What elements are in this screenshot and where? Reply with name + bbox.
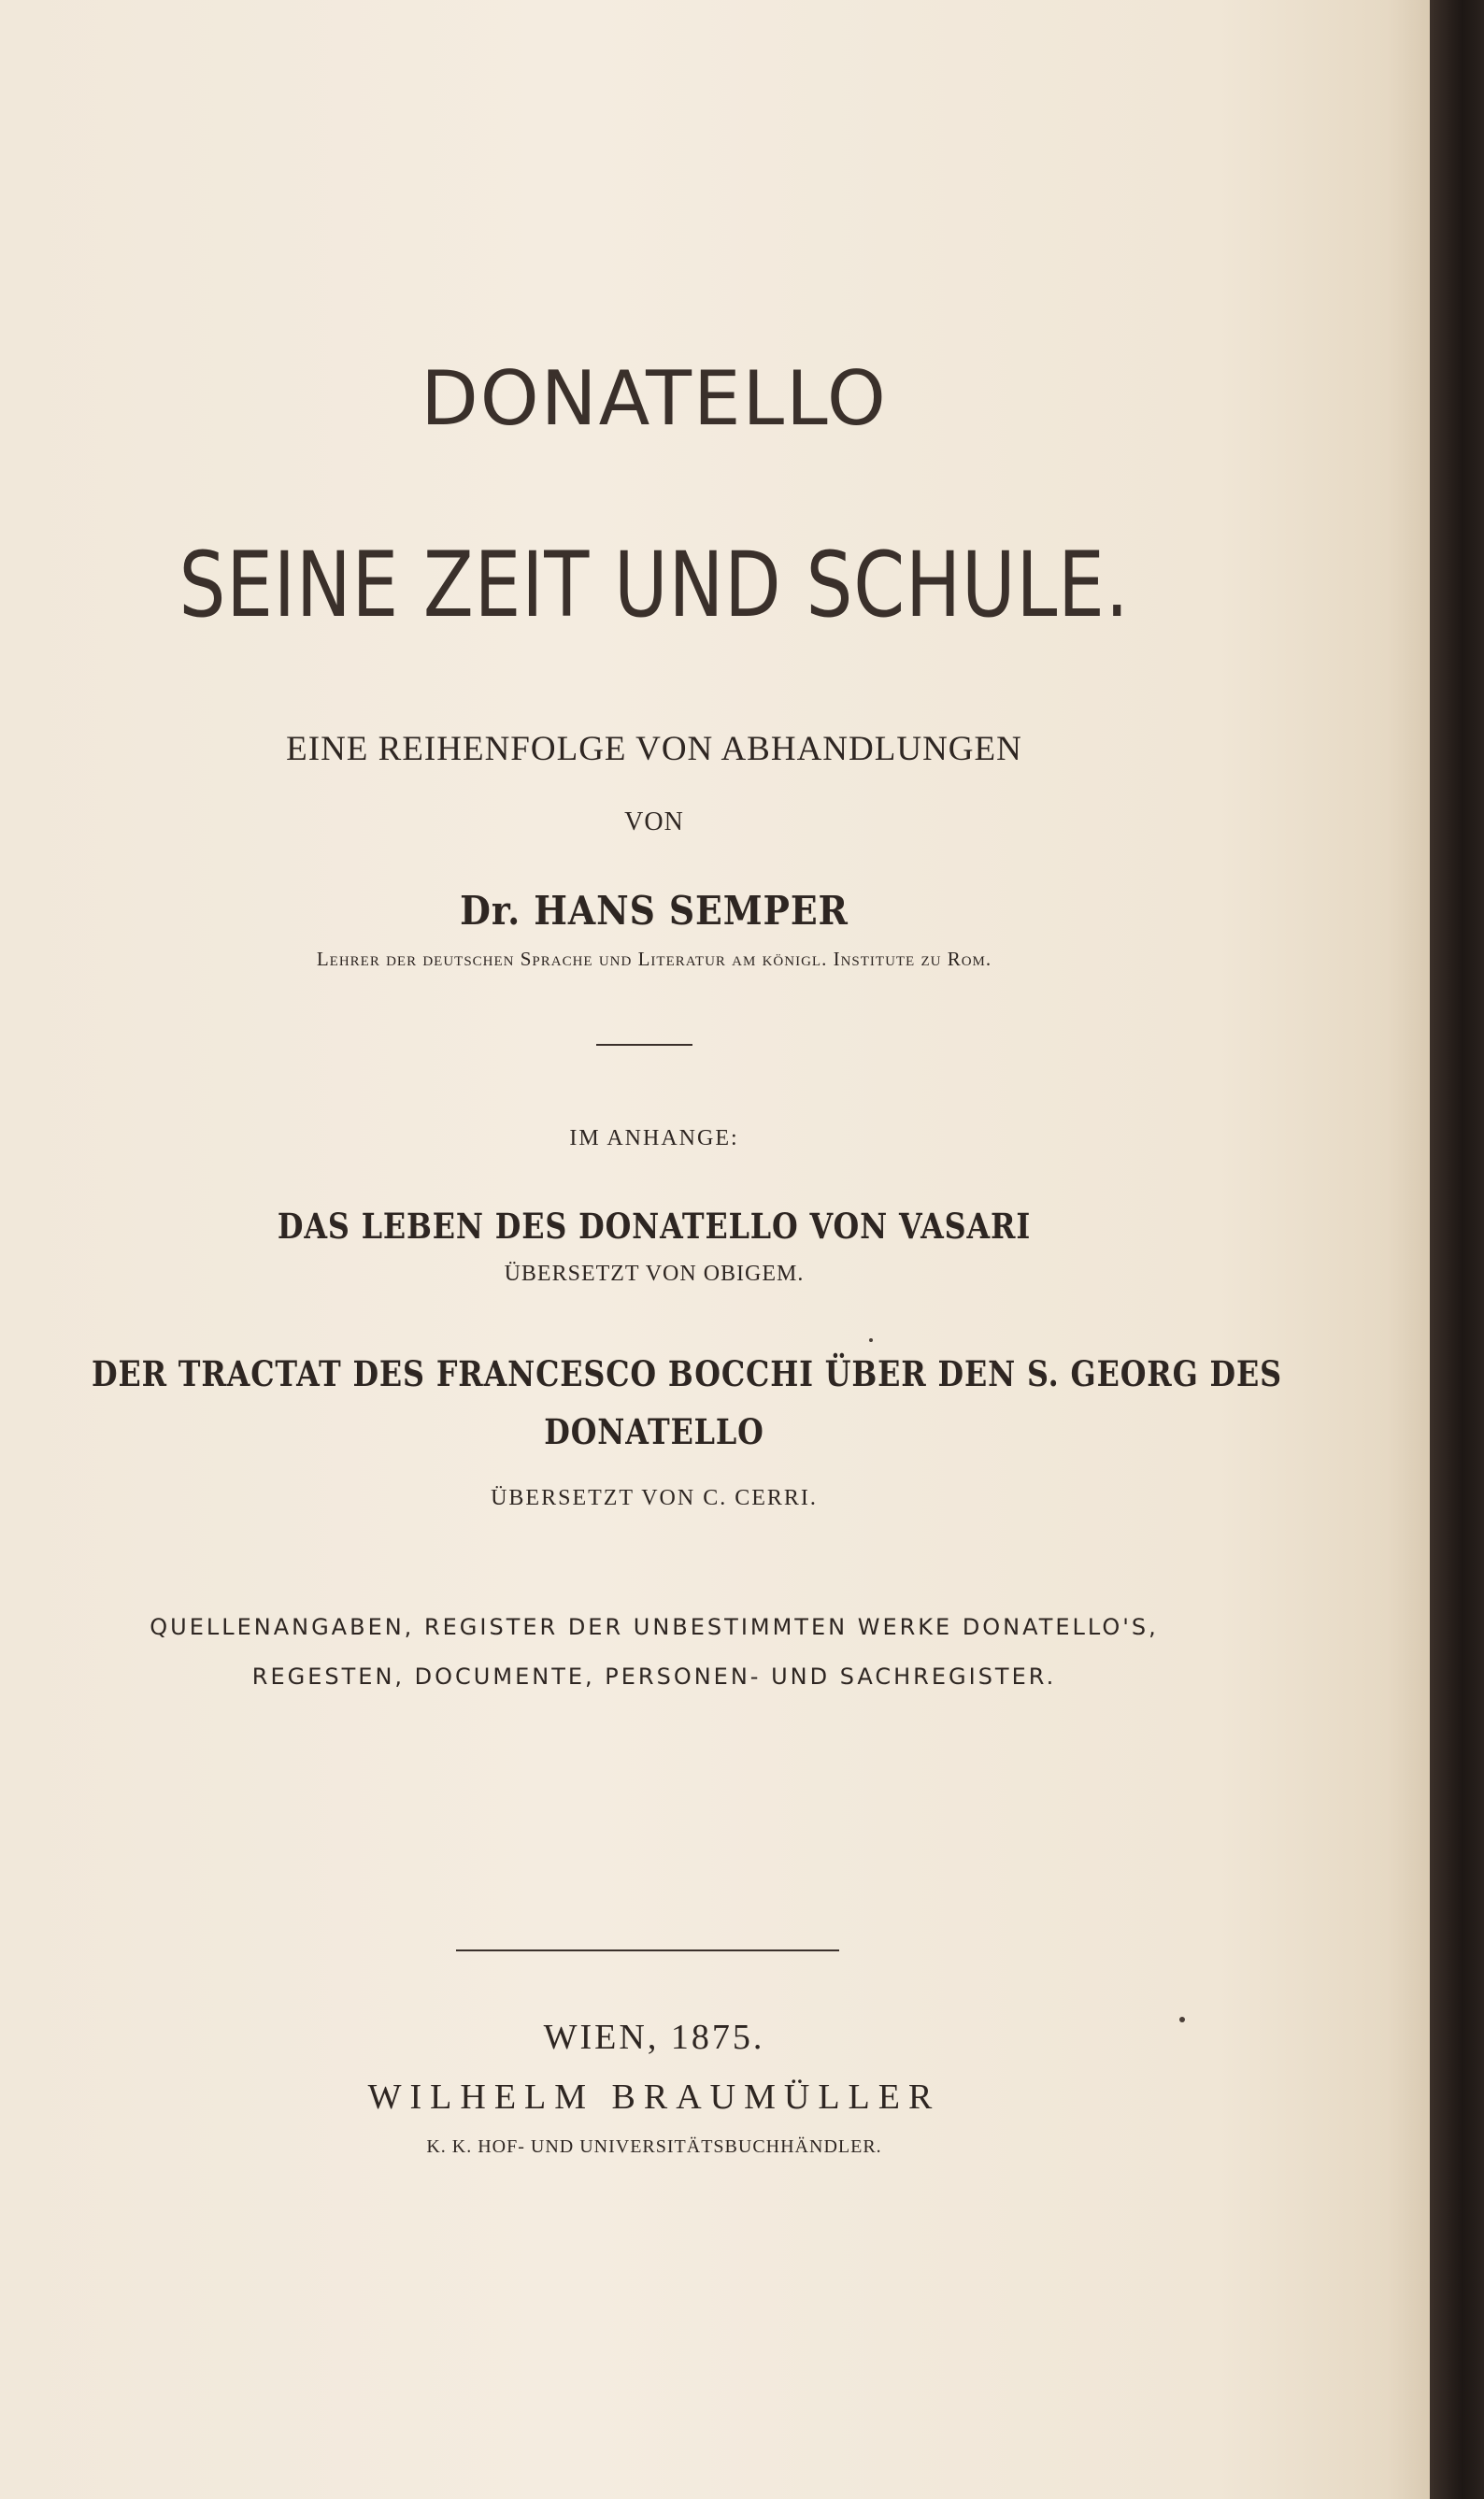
- paper-speck: [1179, 2017, 1185, 2022]
- book-spine-edge: [1430, 0, 1484, 2499]
- appendix-work1-title: DAS LEBEN DES DONATELLO VON VASARI: [277, 1206, 1032, 1247]
- appendix-work2-title-line1: DER TRACTAT DES FRANCESCO BOCCHI ÜBER DEN S. GEORG DES: [92, 1353, 1282, 1394]
- contents-line-2: REGESTEN, DOCUMENTE, PERSONEN- UND SACHREGISTER.: [251, 1664, 1057, 1690]
- by-line: VON: [624, 807, 684, 836]
- series-description: EINE REIHENFOLGE VON ABHANDLUNGEN: [286, 730, 1022, 768]
- author-affiliation: Lehrer der deutschen Sprache und Literatur am königl. Institute zu Rom.: [316, 948, 992, 970]
- paper-speck: [869, 1338, 873, 1342]
- book-title: DONATELLO: [421, 355, 888, 442]
- appendix-heading: IM ANHANGE:: [569, 1126, 739, 1150]
- appendix-work2-translator: ÜBERSETZT VON C. CERRI.: [491, 1486, 818, 1510]
- divider-long: [456, 1949, 839, 1951]
- divider-short: [596, 1044, 692, 1046]
- imprint-place-year: WIEN, 1875.: [543, 2018, 765, 2057]
- contents-line-1: QUELLENANGABEN, REGISTER DER UNBESTIMMTEN WERKE DONATELLO'S,: [150, 1614, 1159, 1640]
- book-subtitle: SEINE ZEIT UND SCHULE.: [178, 533, 1130, 637]
- imprint-publisher-title: K. K. HOF- UND UNIVERSITÄTSBUCHHÄNDLER.: [426, 2136, 882, 2157]
- appendix-work2-title-line2: DONATELLO: [544, 1411, 764, 1452]
- author-name: Dr. HANS SEMPER: [460, 888, 849, 934]
- appendix-work1-translator: ÜBERSETZT VON OBIGEM.: [504, 1262, 805, 1286]
- imprint-publisher: WILHELM BRAUMÜLLER: [367, 2078, 941, 2117]
